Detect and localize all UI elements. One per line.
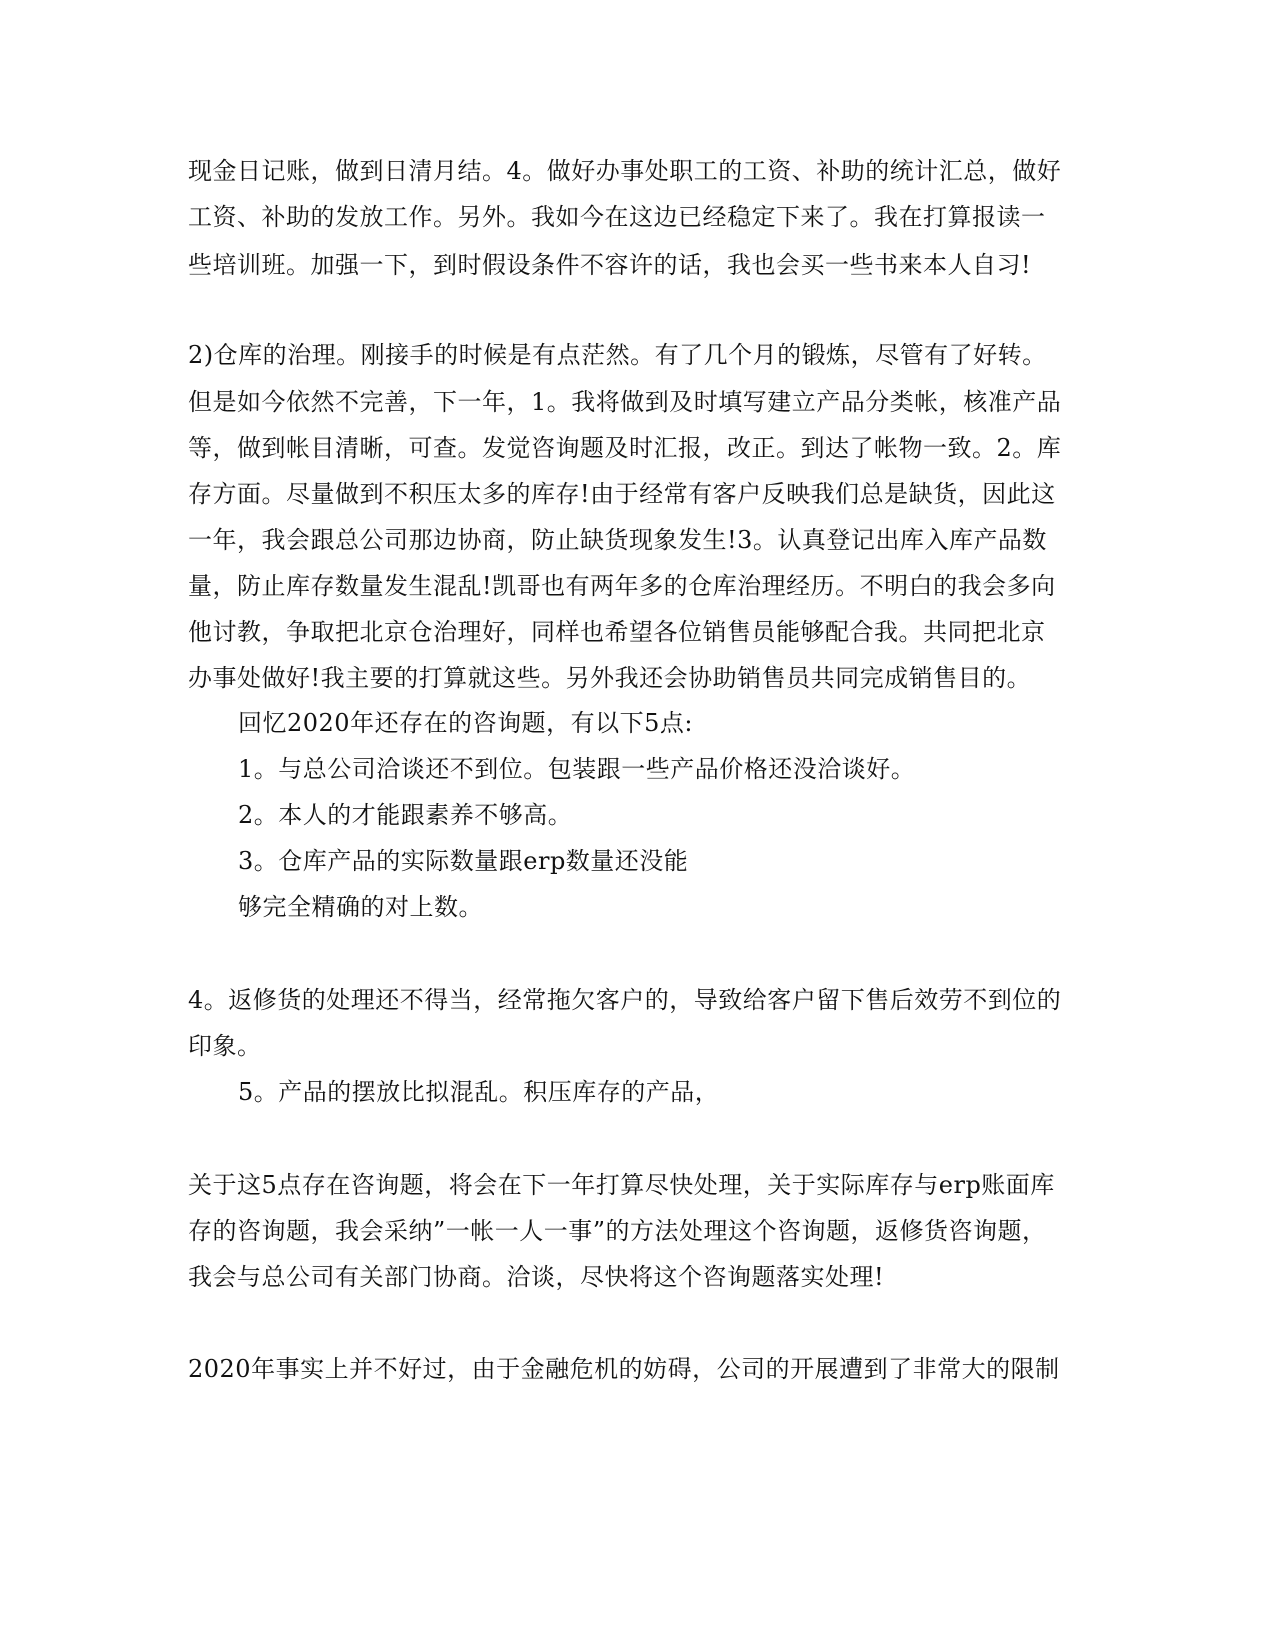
text-line: 一年，我会跟总公司那边协商，防止缺货现象发生!3。认真登记出库入库产品数 [188, 526, 1047, 554]
text-line: 2)仓库的治理。刚接手的时候是有点茫然。有了几个月的锻炼，尽管有了好转。 [188, 341, 1047, 369]
text-line: 等，做到帐目清晰，可查。发觉咨询题及时汇报，改正。到达了帐物一致。2。库 [188, 434, 1062, 462]
text-line: 些培训班。加强一下，到时假设条件不容许的话，我也会买一些书来本人自习! [188, 251, 1032, 279]
text-line: 现金日记账，做到日清月结。4。做好办事处职工的工资、补助的统计汇总，做好 [188, 157, 1062, 185]
list-item: 3。仓库产品的实际数量跟erp数量还没能 [238, 847, 689, 875]
list-item: 2。本人的才能跟素养不够高。 [238, 801, 573, 829]
text-line: 回忆2020年还存在的咨询题，有以下5点: [238, 709, 693, 737]
list-item: 5。产品的摆放比拟混乱。积压库存的产品， [238, 1078, 720, 1106]
text-line: 够完全精确的对上数。 [238, 893, 483, 921]
list-item: 1。与总公司洽谈还不到位。包装跟一些产品价格还没洽谈好。 [238, 755, 916, 783]
text-line: 办事处做好!我主要的打算就这些。另外我还会协助销售员共同完成销售目的。 [188, 664, 1032, 692]
text-line: 存方面。尽量做到不积压太多的库存!由于经常有客户反映我们总是缺货，因此这 [188, 480, 1056, 508]
text-line: 存的咨询题，我会采纳”一帐一人一事”的方法处理这个咨询题，返修货咨询题， [188, 1217, 1047, 1245]
text-line: 我会与总公司有关部门协商。洽谈，尽快将这个咨询题落实处理! [188, 1263, 885, 1291]
text-line: 但是如今依然不完善，下一年，1。我将做到及时填写建立产品分类帐，核准产品 [188, 388, 1062, 416]
text-line: 量，防止库存数量发生混乱!凯哥也有两年多的仓库治理经历。不明白的我会多向 [188, 572, 1056, 600]
text-line: 工资、补助的发放工作。另外。我如今在这边已经稳定下来了。我在打算报读一 [188, 203, 1046, 231]
text-line: 印象。 [188, 1032, 262, 1060]
text-line: 2020年事实上并不好过，由于金融危机的妨碍，公司的开展遭到了非常大的限制 [188, 1355, 1060, 1383]
list-item: 4。返修货的处理还不得当，经常拖欠客户的，导致给客户留下售后效劳不到位的 [188, 986, 1062, 1014]
text-line: 关于这5点存在咨询题，将会在下一年打算尽快处理，关于实际库存与erp账面库 [188, 1171, 1055, 1199]
text-line: 他讨教，争取把北京仓治理好，同样也希望各位销售员能够配合我。共同把北京 [188, 618, 1046, 646]
